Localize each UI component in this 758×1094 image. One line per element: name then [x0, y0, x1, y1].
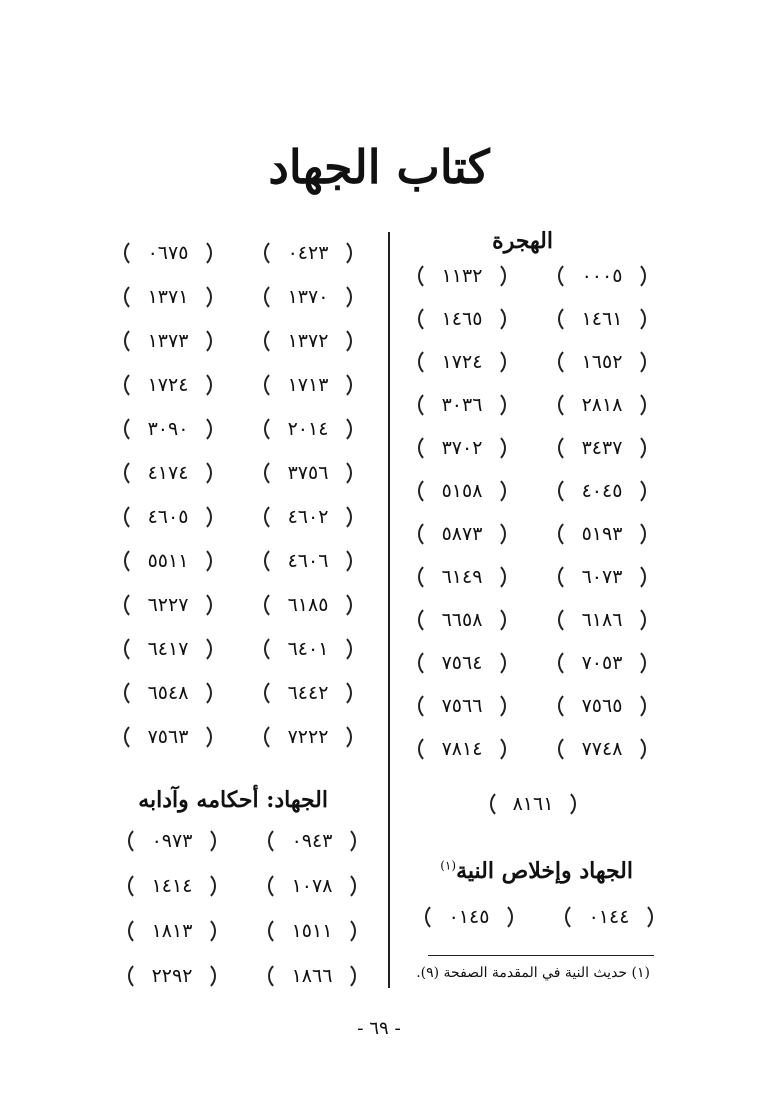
hadith-number: ٠٩٤٣	[268, 826, 356, 856]
hadith-number: ٣٠٣٦	[418, 390, 506, 420]
hadith-number: ٦١٨٥	[264, 590, 352, 620]
hadith-number-list-jihad-rules	[128, 826, 356, 991]
hadith-number: ١٤١٤	[128, 871, 216, 901]
hadith-number: ٠٤٢٣	[264, 238, 352, 268]
hadith-number: ٨١٦١	[490, 789, 576, 819]
hadith-number: ٦١٤٩	[418, 562, 506, 592]
hadith-number: ٤١٧٤	[124, 458, 212, 488]
hadith-number: ٧٥٦٥	[558, 691, 646, 721]
hadith-number: ١٨٦٦	[268, 961, 356, 991]
hadith-number: ١٣٧٢	[264, 326, 352, 356]
hadith-number: ٠٠٠٥	[558, 261, 646, 291]
hadith-number: ١٤٦٥	[418, 304, 506, 334]
hadith-number: ٣٧٠٢	[418, 433, 506, 463]
hadith-number: ١١٣٢	[418, 261, 506, 291]
hadith-number: ٧٧٤٨	[558, 734, 646, 764]
hadith-number: ٦٢٢٧	[124, 590, 212, 620]
section-heading-intention-text: الجهاد وإخلاص النية	[456, 858, 633, 884]
page-title: كتاب الجهاد	[268, 140, 490, 194]
hadith-number: ٤٦٠٥	[124, 502, 212, 532]
hadith-number: ٥١٩٣	[558, 519, 646, 549]
hadith-number-list-hijra	[418, 261, 646, 764]
section-heading-hijra: الهجرة	[492, 228, 553, 254]
hadith-number: ٤٠٤٥	[558, 476, 646, 506]
hadith-number: ١٣٧٣	[124, 326, 212, 356]
hadith-number: ٢٢٩٢	[128, 961, 216, 991]
footnote-marker: (١)	[440, 858, 457, 873]
hadith-number: ٠٦٧٥	[124, 238, 212, 268]
hadith-number: ٦٤٠١	[264, 634, 352, 664]
hadith-number: ٣٤٣٧	[558, 433, 646, 463]
footnote-rule	[428, 955, 654, 956]
hadith-number: ١٧٢٤	[418, 347, 506, 377]
hadith-number: ٥٥١١	[124, 546, 212, 576]
hadith-number: ١٣٧١	[124, 282, 212, 312]
hadith-number: ١٤٦١	[558, 304, 646, 334]
hadith-number: ٠١٤٤	[565, 902, 653, 932]
hadith-number: ١٧١٣	[264, 370, 352, 400]
hadith-number: ١٣٧٠	[264, 282, 352, 312]
hadith-number-list-jihad	[124, 238, 352, 752]
section-heading-jihad-rules: الجهاد: أحكامه وآدابه	[138, 787, 328, 813]
hadith-number: ٧٨١٤	[418, 734, 506, 764]
hadith-number: ٥٨٧٣	[418, 519, 506, 549]
hadith-number: ٠٩٧٣	[128, 826, 216, 856]
hadith-number: ١٥١١	[268, 916, 356, 946]
hadith-number: ١٦٥٢	[558, 347, 646, 377]
hadith-number: ٤٦٠٢	[264, 502, 352, 532]
hadith-number-list-intention	[425, 902, 653, 932]
hadith-number: ٦٤١٧	[124, 634, 212, 664]
hadith-number: ٦٥٤٨	[124, 678, 212, 708]
hadith-number-single	[490, 789, 576, 819]
hadith-number: ٢٨١٨	[558, 390, 646, 420]
hadith-number: ٦١٨٦	[558, 605, 646, 635]
hadith-number: ٦٦٥٨	[418, 605, 506, 635]
footnote: (١) حديث النية في المقدمة الصفحة (٩).	[416, 965, 650, 981]
page-number: - ٦٩ -	[357, 1018, 401, 1039]
hadith-number: ٠١٤٥	[425, 902, 513, 932]
hadith-number: ٧٥٦٤	[418, 648, 506, 678]
hadith-number: ١٧٢٤	[124, 370, 212, 400]
hadith-number: ٧٢٢٢	[264, 722, 352, 752]
hadith-number: ٣٠٩٠	[124, 414, 212, 444]
column-divider	[388, 232, 390, 988]
hadith-number: ٦٤٤٢	[264, 678, 352, 708]
hadith-number: ٧٥٦٣	[124, 722, 212, 752]
hadith-number: ٣٧٥٦	[264, 458, 352, 488]
hadith-number: ٦٠٧٣	[558, 562, 646, 592]
hadith-number: ١٠٧٨	[268, 871, 356, 901]
hadith-number: ١٨١٣	[128, 916, 216, 946]
hadith-number: ٥١٥٨	[418, 476, 506, 506]
hadith-number: ٤٦٠٦	[264, 546, 352, 576]
section-heading-intention	[440, 858, 633, 884]
hadith-number: ٧٠٥٣	[558, 648, 646, 678]
hadith-number: ٢٠١٤	[264, 414, 352, 444]
hadith-number: ٧٥٦٦	[418, 691, 506, 721]
